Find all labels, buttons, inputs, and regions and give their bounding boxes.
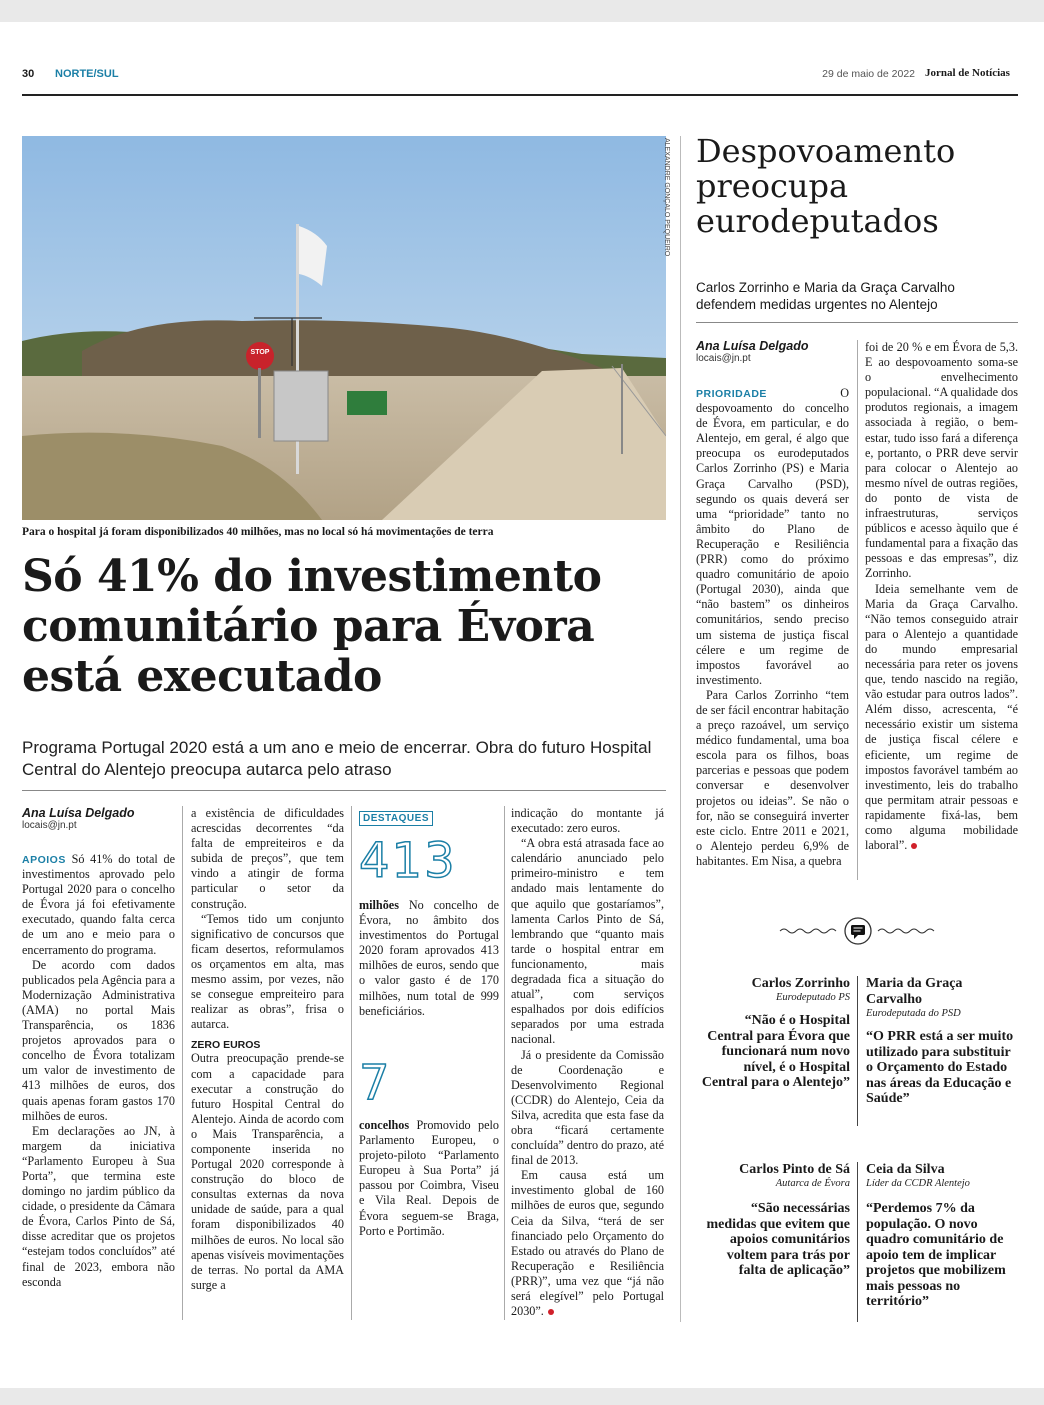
quote-divider — [857, 976, 858, 1126]
paragraph: indicação do montante já executado: zero euros. — [511, 806, 664, 836]
quote-role: Eurodeputada do PSD — [866, 1008, 961, 1019]
paragraph: Em declarações ao JN, à margem da iniciativa “Parlamento Europeu à Sua Porta”, que termina este domingo no jardim público da cidade, o presidente da Câmara de Évora, Carlos Pinto de Sá, disse acreditar que os projetos “estejam todos concluídos” até final de 2023, embora não esconda — [22, 1123, 175, 1289]
byline-author: Ana Luísa Delgado — [22, 806, 135, 820]
paragraph: foi de 20 % e em Évora de 5,3. E ao despovoamento soma-se o envelhecimento populacional. “A qualidade dos produtos regionais, a imagem associada à região, o bem-estar, tudo isso fará a diferença e, portanto, o PRR deve servir para colocar o Alentejo ao mesmo nível de outras regiões, do ponto de vista de infraestruturas, serviços públicos e acesso àquilo que é fundamental para a fixação das pessoas e das empresas”, diz Zorrinho. — [865, 340, 1018, 581]
quote-role: Eurodeputado PS — [776, 992, 850, 1003]
quote-divider — [857, 1162, 858, 1322]
destaques-box — [359, 808, 433, 826]
stop-sign-text: STOP — [250, 349, 270, 356]
destaques-label: DESTAQUES — [359, 811, 433, 826]
paragraph: Só 41% do total de investimentos aprovado pelo Portugal 2020 para o concelho de Évora já foi efetivamente executado, quando falta cerca de um ano e meio para o encerramento do programa. — [22, 852, 175, 957]
main-headline: Só 41% do investimento comunitário para Évora está executado — [22, 551, 602, 702]
photo-credit: ALEXANDRE GONÇALO PEQUEIRO — [663, 138, 670, 257]
quote-name: Carlos Zorrinho — [751, 976, 850, 991]
header-rule — [22, 94, 1018, 96]
quote-name: Carlos Pinto de Sá — [739, 1162, 850, 1177]
photo-caption: Para o hospital já foram disponibilizados 40 milhões, mas no local só há movimentações de terra — [22, 526, 494, 538]
quote-block-2 — [866, 976, 1016, 1107]
subhead-rule — [22, 790, 666, 791]
side-column-2 — [865, 340, 1018, 853]
main-subhead: Programa Portugal 2020 está a um ano e meio de encerrar. Obra do futuro Hospital Central do Alentejo preocupa autarca pelo atraso — [22, 738, 652, 779]
destaque-text: No concelho de Évora, no âmbito dos investimentos do Portugal 2020 foram aprovados 413 milhões de euros, sendo que o valor gasto é de 170 milhões, num total de 999 beneficiários. — [359, 898, 500, 1018]
quote-block-3 — [698, 1162, 850, 1279]
paragraph: a existência de dificuldades acrescidas decorrentes “da falta de empreiteiros e da subida de preços”, que tem vindo a atingir de forma particular o setor da construção. — [191, 806, 344, 911]
column-divider — [857, 340, 858, 880]
page-number: 30 — [22, 68, 35, 80]
photo-illustration — [22, 136, 666, 520]
byline-email: locais@jn.pt — [22, 820, 77, 831]
zero-euros-subheading: ZERO EUROS — [191, 1039, 261, 1052]
main-column-1 — [22, 852, 175, 1290]
quote-text: “Perdemos 7% da população. O novo quadro comunitário de apoio tem de implicar projetos que mobilizem mais pessoas no território” — [866, 1201, 1006, 1309]
destaque-unit: concelhos — [359, 1118, 410, 1132]
quote-text: “O PRR está a ser muito utilizado para substituir o Orçamento do Estado nas áreas da Educação e Saúde” — [866, 1029, 1014, 1106]
quote-role: Líder da CCDR Alentejo — [866, 1178, 970, 1189]
column-divider — [182, 806, 183, 1320]
byline-email: locais@jn.pt — [696, 353, 751, 364]
quote-text: “São necessárias medidas que evitem que apoios comunitários voltem para trás por falta de aplicação” — [706, 1201, 850, 1278]
kicker-apoios: APOIOS — [22, 854, 66, 866]
page-column-divider — [680, 136, 681, 1322]
side-byline — [696, 339, 856, 364]
side-column-1 — [696, 386, 849, 869]
byline-author: Ana Luísa Delgado — [696, 339, 809, 353]
destaque-unit: milhões — [359, 898, 399, 912]
side-headline: Despovoamento preocupa eurodeputados — [696, 132, 956, 240]
column-divider — [351, 806, 352, 1320]
kicker-prioridade: PRIORIDADE — [696, 388, 767, 400]
quote-block-1 — [698, 976, 850, 1091]
paragraph: Em causa está um investimento global de 160 milhões de euros que, segundo Ceia da Silva, “terá de ser financiado pelo Orçamento do Estado ou através do Plano de Recuperação e Resiliência (PRR)”, uma vez que “já não será elegível” pelo Portugal 2030”. — [511, 1168, 664, 1319]
construction-site-photo — [22, 136, 666, 520]
side-subhead-rule — [696, 322, 1018, 323]
end-mark — [548, 1309, 554, 1315]
quote-role: Autarca de Évora — [775, 1178, 850, 1189]
quote-block-4 — [866, 1162, 1016, 1310]
end-mark — [911, 843, 917, 849]
main-column-2 — [191, 806, 344, 1293]
paragraph: “Temos tido um conjunto significativo de concursos que ficam desertos, reformulamos os orçamentos em alta, mas mesmo assim, por vezes, não se consegue empreiteiro para realizar as obras”, frisa o autarca. — [191, 911, 344, 1032]
big-number-7: 7 — [359, 1055, 392, 1111]
speech-bubble-icon — [845, 918, 859, 944]
side-subhead: Carlos Zorrinho e Maria da Graça Carvalho defendem medidas urgentes no Alentejo — [696, 280, 955, 312]
destaque-text: Promovido pelo Parlamento Europeu, o projeto-piloto “Parlamento Europeu à Sua Porta” já passou por Coimbra, Viseu e Vila Real. Depois de Évora seguem-se Braga, Porto e Portimão. — [359, 1118, 500, 1238]
paragraph: Para Carlos Zorrinho “tem de ser fácil encontrar habitação a preço razoável, um serviço médico fundamental, uma boa escola para os filhos, boas parcerias e pessoas que podem conversar e desenvolver projetos ou ideias”. Se não o for, não se conseguirá inverter este ciclo. Entre 2011 e 2021, o Alentejo perdeu 6,9% de habitantes. Em Nisa, a quebra — [696, 687, 849, 868]
paragraph: Ideia semelhante vem de Maria da Graça Carvalho. “Não temos conseguido atrair para o Alentejo a quantidade do mundo empresarial necessária para reter os jovens que, tendo nascido na região, vão estudar para outros lados”. Além disso, acrescenta, “é necessário existir um sistema de justiça fiscal célere e eficiente, um regime de impostos favorável também ao investimento, leis do trabalho que permitam atrair pessoas e rapidamente fixá-las, bem como alguma mobilidade laboral”. — [865, 581, 1018, 853]
paragraph: “A obra está atrasada face ao calendário anunciado pelo primeiro-ministro e tem andado mais lentamente do que aquilo que gostaríamos”, lamenta Carlos Pinto de Sá, lembrando que “quanto mais tarde o hospital entrar em funcionamento, mais degradada fica a situação do atual”, com serviços espalhados por dois edifícios separados por uma estrada nacional. — [511, 836, 664, 1047]
main-byline — [22, 806, 180, 831]
paragraph: Outra preocupação prende-se com a capacidade para executar a construção do futuro Hospital Central do Alentejo. Ainda de acordo com o Mais Transparência, a componente inserida no Portugal 2020 corresponde à construção do bloco de consultas externas da nova unidade de saúde, para a qual foram disponibilizados 40 milhões de euros. No local são apenas visíveis movimentações de terras. No portal da AMA surge a — [191, 1051, 344, 1292]
issue-date: 29 de maio de 2022 — [822, 68, 915, 80]
quote-name: Maria da Graça Carvalho — [866, 976, 963, 1007]
quote-text: “Não é o Hospital Central para Évora que funcionará num novo nível, é o Hospital Central para o Alentejo” — [701, 1013, 850, 1090]
main-column-4 — [511, 806, 664, 1319]
paragraph: O despovoamento do concelho de Évora, em particular, e do Alentejo, em geral, é algo que preocupa os eurodeputados Carlos Zorrinho (PS) e Maria Graça Carvalho (PSD), segundo os quais deverá ser uma “prioridade” tanto no âmbito do Plano de Recuperação e Resiliência (PRR) como do próximo quadro comunitário de apoio (Portugal 2030), ainda que “não bastem” os dinheiros comunitários, sendo preciso um sistema de justiça fiscal célere e um regime de impostos favorável ao investimento. — [696, 386, 849, 687]
destaque-item-1 — [359, 898, 499, 1019]
paragraph: Já o presidente da Comissão de Coordenação e Desenvolvimento Regional (CCDR) do Alentejo, Ceia da Silva, acredita que esta fase da obra “ficará certamente concluída” dentro do prazo, até final de 2013. — [511, 1047, 664, 1168]
publication-name: Jornal de Notícias — [925, 67, 1010, 79]
quote-name: Ceia da Silva — [866, 1162, 945, 1177]
destaque-item-2 — [359, 1118, 499, 1239]
big-number-413: 413 — [359, 833, 457, 889]
paragraph: De acordo com dados publicados pela Agência para a Modernização Administrativa (AMA) no portal Mais Transparência, os 1836 projetos aprovados para o concelho de Évora totalizam um valor de investimento de 413 milhões de euros, dos quais apenas foram gastos 170 milhões de euros. — [22, 957, 175, 1123]
section-name: NORTE/SUL — [55, 68, 119, 80]
column-divider — [504, 806, 505, 1320]
